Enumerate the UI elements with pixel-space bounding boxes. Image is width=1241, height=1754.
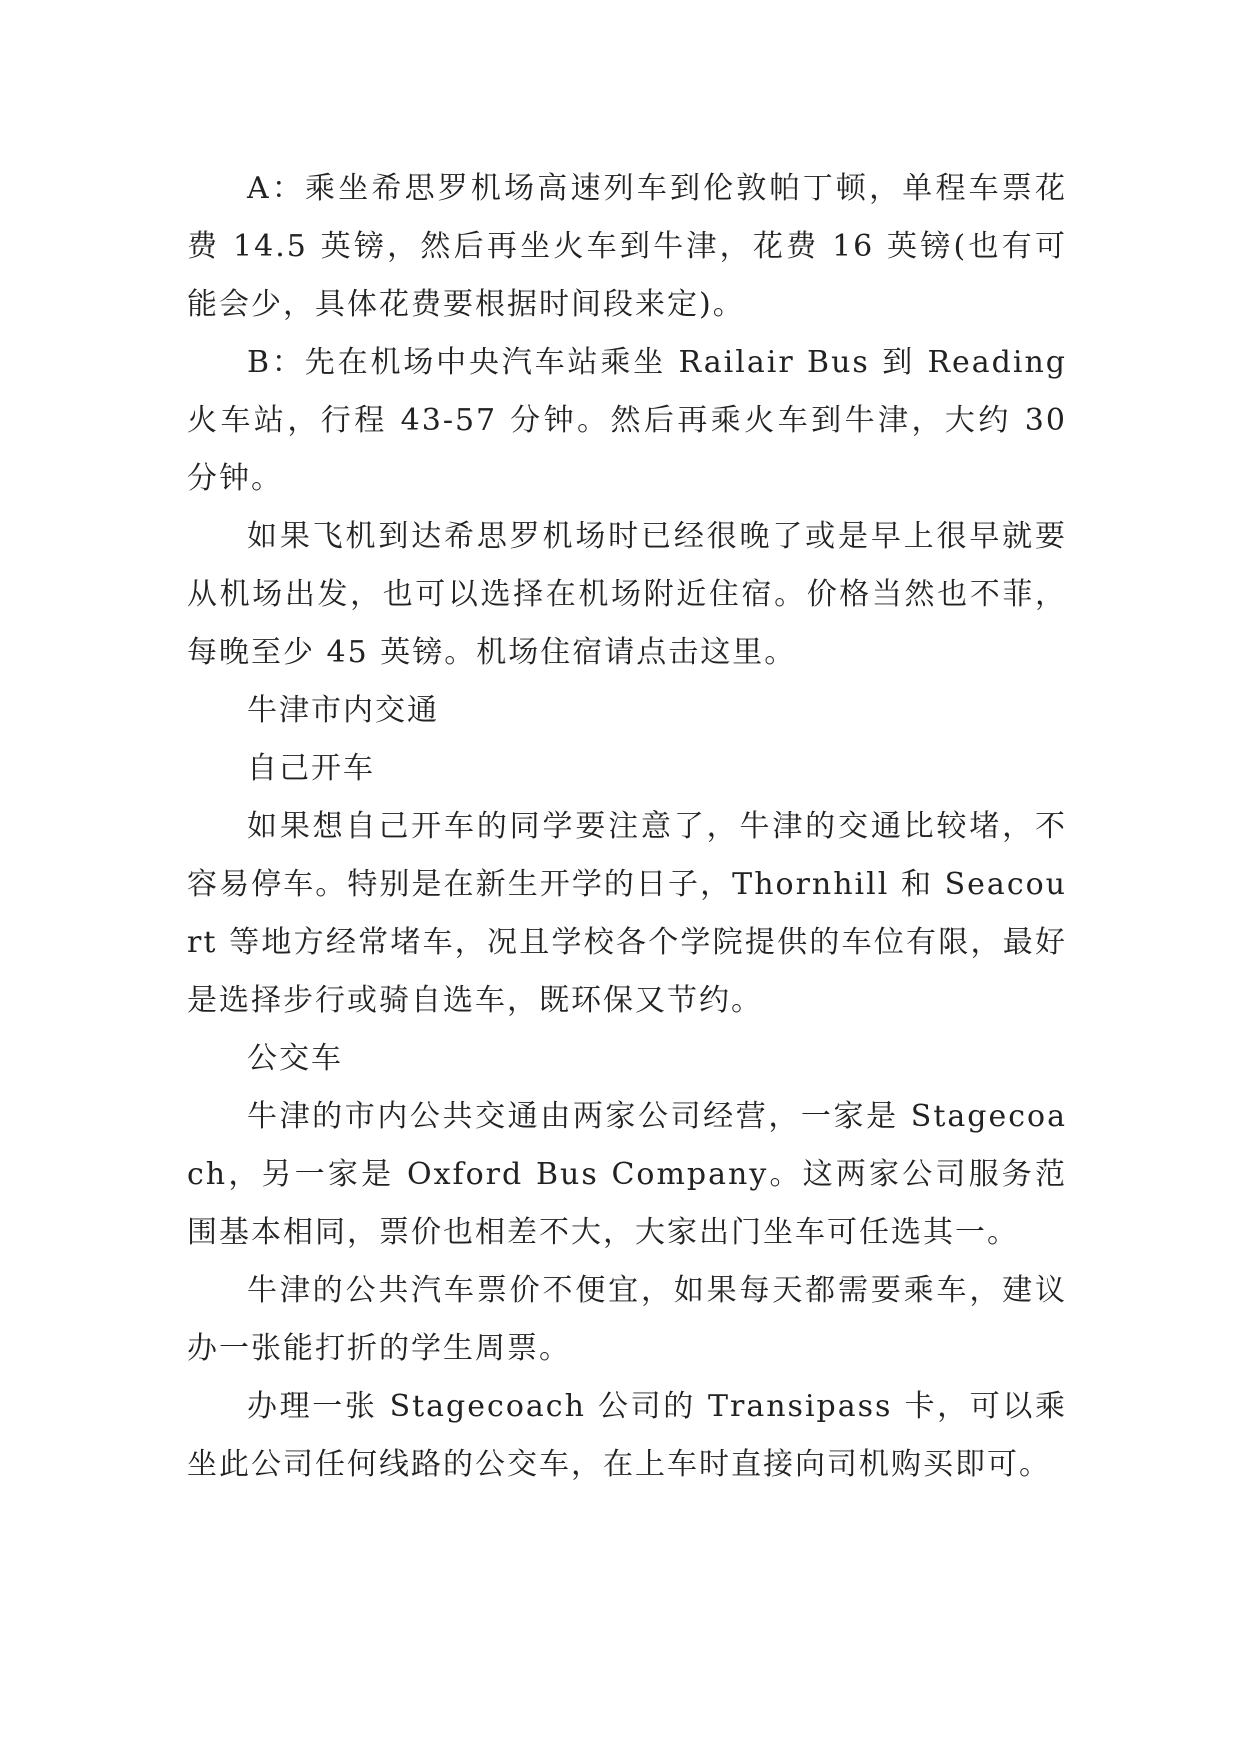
- subheading-self-driving: 自己开车: [247, 751, 375, 786]
- document-body: [187, 160, 1067, 1494]
- paragraph-bus-companies: 牛津的市内公共交通由两家公司经营，一家是 Stagecoach，另一家是 Oxford Bus Company。这两家公司服务范围基本相同，票价也相差不大，大家出门坐车可任选其一。: [187, 1099, 1067, 1250]
- subheading-bus: 公交车: [247, 1041, 343, 1076]
- paragraph-option-b: B：先在机场中央汽车站乘坐 Railair Bus 到 Reading 火车站，行程 43-57 分钟。然后再乘火车到牛津，大约 30 分钟。: [187, 345, 1067, 496]
- paragraph-bus-fares: 牛津的公共汽车票价不便宜，如果每天都需要乘车，建议办一张能打折的学生周票。: [187, 1273, 1067, 1366]
- paragraph-option-a: A：乘坐希思罗机场高速列车到伦敦帕丁顿，单程车票花费 14.5 英镑，然后再坐火车到牛津，花费 16 英镑(也有可能会少，具体花费要根据时间段来定)。: [187, 171, 1067, 322]
- paragraph-self-driving: 如果想自己开车的同学要注意了，牛津的交通比较堵，不容易停车。特别是在新生开学的日子，Thornhill 和 Seacourt 等地方经常堵车，况且学校各个学院提供的车位有限，最好是选择步行或骑自选车，既环保又节约。: [187, 809, 1067, 1018]
- section-heading-city-transport: 牛津市内交通: [247, 693, 439, 728]
- paragraph-transipass: 办理一张 Stagecoach 公司的 Transipass 卡，可以乘坐此公司任何线路的公交车，在上车时直接向司机购买即可。: [187, 1389, 1067, 1482]
- paragraph-airport-lodging: 如果飞机到达希思罗机场时已经很晚了或是早上很早就要从机场出发，也可以选择在机场附近住宿。价格当然也不菲，每晚至少 45 英镑。机场住宿请点击这里。: [187, 519, 1067, 670]
